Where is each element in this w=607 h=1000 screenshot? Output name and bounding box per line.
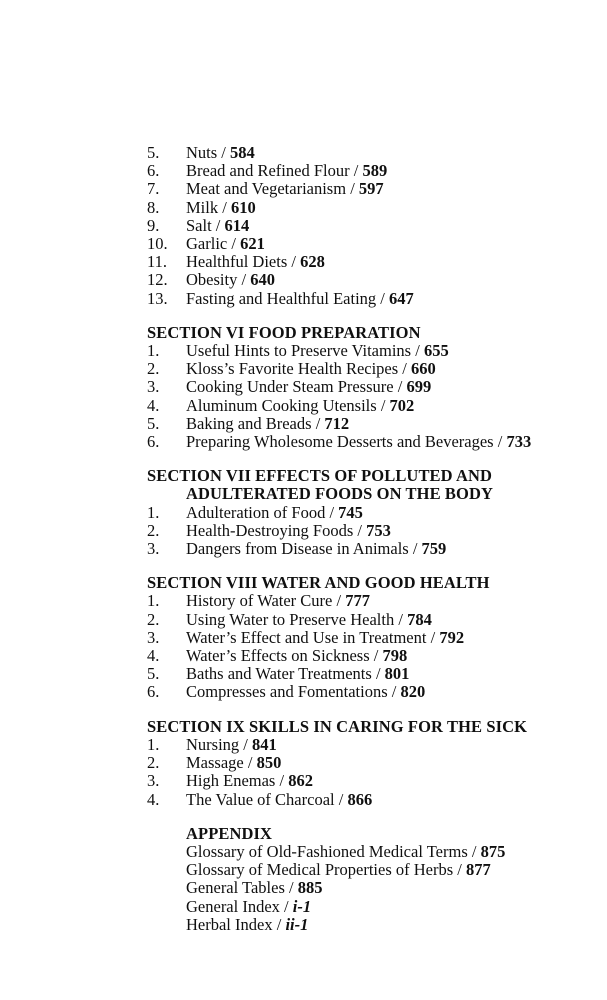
toc-entry [147, 791, 577, 809]
entry-number: 4. [147, 646, 160, 666]
toc-entry [147, 180, 577, 198]
toc-entry [147, 290, 577, 308]
entry-separator: / [218, 197, 231, 217]
toc-entry [147, 522, 577, 540]
entry-number: 3. [147, 539, 160, 559]
entry-number: 12. [147, 270, 168, 290]
entry-separator: / [284, 878, 298, 898]
entry-page: 584 [230, 143, 255, 162]
entry-page: 841 [252, 734, 277, 754]
entry-separator: / [239, 734, 253, 754]
toc-entry [147, 665, 577, 683]
entry-page: 733 [506, 432, 532, 452]
entry-page: 610 [230, 197, 256, 217]
entry-number: 2. [147, 753, 160, 773]
entry-separator: / [287, 252, 301, 272]
entry-title: Salt [186, 215, 212, 235]
section-heading-line: ADULTERATED FOODS ON THE BODY [186, 484, 493, 504]
entry-title: Massage [186, 753, 244, 773]
entry-separator: / [453, 860, 466, 880]
entry-number: 11. [147, 252, 168, 272]
section-heading [147, 324, 577, 342]
entry-page: 798 [382, 646, 408, 666]
entry-title: Bread and Refined Flour [186, 161, 350, 181]
toc-entry [147, 253, 577, 271]
section-heading [147, 467, 577, 503]
entry-page: 712 [324, 413, 350, 433]
section-heading-line: SECTION IX SKILLS IN CARING FOR THE SICK [147, 716, 528, 736]
toc-entry [147, 217, 577, 235]
entry-number: 2. [147, 609, 160, 629]
toc-entry [147, 611, 577, 629]
entry-page: 850 [256, 753, 282, 773]
entry-page: 759 [421, 539, 447, 559]
entry-title: Dangers from Disease in Animals [186, 539, 409, 559]
entry-page: 745 [338, 502, 363, 522]
entry-title: Obesity [186, 270, 238, 290]
entry-title: Fasting and Healthful Eating [186, 288, 377, 308]
entry-title: Glossary of Medical Properties of Herbs [186, 860, 454, 880]
entry-separator: / [237, 270, 251, 290]
entry-number: 7. [147, 179, 160, 199]
toc-entry [147, 342, 577, 360]
entry-page: 589 [362, 161, 388, 181]
entry-page: 614 [224, 215, 250, 235]
entry-title: The Value of Charcoal [186, 789, 335, 809]
entry-number: 5. [147, 664, 160, 684]
toc-entry [147, 754, 577, 772]
toc-entry [147, 861, 577, 879]
toc-entry [147, 898, 577, 916]
entry-separator: / [211, 215, 225, 235]
entry-title: Health-Destroying Foods [186, 520, 354, 540]
entry-separator: / [217, 143, 231, 162]
entry-title: Cooking Under Steam Pressure [186, 377, 394, 397]
entry-title: Milk [186, 197, 219, 217]
entry-separator: / [467, 841, 481, 861]
toc-block-section-vii [147, 467, 577, 558]
entry-number: 2. [147, 359, 160, 379]
toc-entry [147, 378, 577, 396]
entry-title: Nuts [186, 143, 218, 162]
entry-title: Healthful Diets [186, 252, 288, 272]
toc-entry [147, 916, 577, 934]
toc-block-section-ix [147, 718, 577, 809]
entry-number: 8. [147, 197, 160, 217]
toc-block-section-viii [147, 574, 577, 701]
entry-number: 1. [147, 502, 160, 522]
entry-page: 655 [423, 341, 449, 361]
entry-number: 1. [147, 341, 160, 361]
entry-separator: / [426, 627, 440, 647]
entry-page: i-1 [292, 896, 312, 916]
toc-block-section-vi [147, 324, 577, 451]
entry-page: 777 [345, 591, 370, 611]
entry-separator: / [369, 646, 383, 666]
entry-number: 1. [147, 591, 160, 611]
entry-title: High Enemas [186, 771, 276, 791]
entry-title: History of Water Cure [186, 591, 333, 611]
section-heading-line: SECTION VI FOOD PREPARATION [147, 322, 421, 342]
entry-separator: / [325, 502, 339, 522]
toc-entry [147, 415, 577, 433]
entry-separator: / [493, 432, 507, 452]
entry-separator: / [227, 234, 241, 254]
entry-title: General Tables [186, 878, 285, 898]
entry-title: Preparing Wholesome Desserts and Beverages [186, 432, 494, 452]
entry-title: Herbal Index [186, 914, 273, 934]
entry-title: Aluminum Cooking Utensils [186, 395, 377, 415]
entry-page: 801 [384, 664, 410, 684]
toc-entry [147, 647, 577, 665]
entry-number: 3. [147, 377, 160, 397]
entry-number: 5. [147, 413, 160, 433]
toc-block-section-v-continued [147, 144, 577, 308]
entry-separator: / [272, 914, 286, 934]
toc-entry [147, 199, 577, 217]
toc-entry [147, 843, 577, 861]
entry-page: 875 [480, 841, 506, 861]
entry-title: Meat and Vegetarianism [186, 179, 347, 199]
entry-number: 1. [147, 734, 160, 754]
entry-number: 6. [147, 682, 160, 702]
entry-title: Garlic [186, 234, 228, 254]
entry-page: 862 [288, 771, 313, 791]
entry-number: 5. [147, 143, 160, 162]
section-heading-line: APPENDIX [186, 823, 273, 843]
entry-number: 6. [147, 161, 160, 181]
toc-entry [147, 736, 577, 754]
entry-page: 820 [400, 682, 426, 702]
entry-page: ii-1 [285, 914, 309, 934]
toc-entry [147, 629, 577, 647]
entry-separator: / [346, 179, 359, 199]
entry-page: 699 [406, 377, 432, 397]
toc-entry [147, 879, 577, 897]
entry-page: 753 [366, 520, 391, 540]
section-heading-line: SECTION VII EFFECTS OF POLLUTED AND [147, 466, 493, 486]
entry-page: 702 [389, 395, 415, 415]
entry-page: 866 [347, 789, 373, 809]
entry-separator: / [332, 591, 346, 611]
section-heading [147, 574, 577, 592]
toc-entry [147, 433, 577, 451]
entry-title: Baking and Breads [186, 413, 312, 433]
entry-separator: / [393, 377, 407, 397]
entry-number: 3. [147, 771, 160, 791]
toc-entry [147, 540, 577, 558]
entry-page: 628 [300, 252, 325, 272]
entry-title: Adulteration of Food [186, 502, 326, 522]
section-heading-line: SECTION VIII WATER AND GOOD HEALTH [147, 573, 490, 593]
entry-number: 3. [147, 627, 160, 647]
entry-number: 10. [147, 234, 168, 254]
toc-entry [147, 397, 577, 415]
entry-page: 784 [407, 609, 432, 629]
toc-entry [147, 144, 577, 162]
entry-number: 2. [147, 520, 160, 540]
toc-entry [147, 271, 577, 289]
entry-separator: / [394, 609, 408, 629]
entry-title: Compresses and Fomentations [186, 682, 388, 702]
entry-separator: / [376, 288, 390, 308]
section-heading [186, 825, 577, 843]
entry-separator: / [411, 341, 424, 361]
entry-separator: / [279, 896, 293, 916]
toc-entry [147, 162, 577, 180]
entry-separator: / [376, 395, 390, 415]
entry-title: Baths and Water Treatments [186, 664, 372, 684]
entry-separator: / [371, 664, 385, 684]
entry-separator: / [243, 753, 257, 773]
entry-title: Water’s Effect and Use in Treatment [186, 627, 427, 647]
toc-block-appendix [147, 825, 577, 934]
entry-separator: / [408, 539, 422, 559]
entry-page: 885 [297, 878, 323, 898]
entry-separator: / [353, 520, 367, 540]
entry-page: 792 [439, 627, 465, 647]
entry-page: 660 [411, 359, 436, 379]
toc-entry [147, 683, 577, 701]
entry-title: Water’s Effects on Sickness [186, 646, 370, 666]
entry-title: Glossary of Old-Fashioned Medical Terms [186, 841, 468, 861]
entry-title: Kloss’s Favorite Health Recipes [186, 359, 399, 379]
entry-number: 4. [147, 789, 160, 809]
entry-number: 9. [147, 215, 160, 235]
entry-page: 597 [358, 179, 384, 199]
toc-entry [147, 592, 577, 610]
section-heading [147, 718, 577, 736]
entry-separator: / [311, 413, 325, 433]
entry-page: 647 [389, 288, 414, 308]
entry-page: 621 [240, 234, 265, 254]
entry-number: 4. [147, 395, 160, 415]
entry-separator: / [334, 789, 348, 809]
toc-entry [147, 235, 577, 253]
entry-page: 877 [466, 860, 491, 880]
entry-separator: / [398, 359, 412, 379]
toc-entry [147, 360, 577, 378]
toc-entry [147, 772, 577, 790]
entry-separator: / [349, 161, 363, 181]
entry-title: Nursing [186, 734, 240, 754]
entry-page: 640 [250, 270, 275, 290]
toc-entry [147, 504, 577, 522]
entry-title: Using Water to Preserve Health [186, 609, 395, 629]
entry-number: 13. [147, 288, 168, 308]
entry-number: 6. [147, 432, 160, 452]
entry-title: General Index [186, 896, 280, 916]
entry-title: Useful Hints to Preserve Vitamins [186, 341, 412, 361]
entry-separator: / [387, 682, 401, 702]
table-of-contents [147, 144, 577, 934]
entry-separator: / [275, 771, 289, 791]
